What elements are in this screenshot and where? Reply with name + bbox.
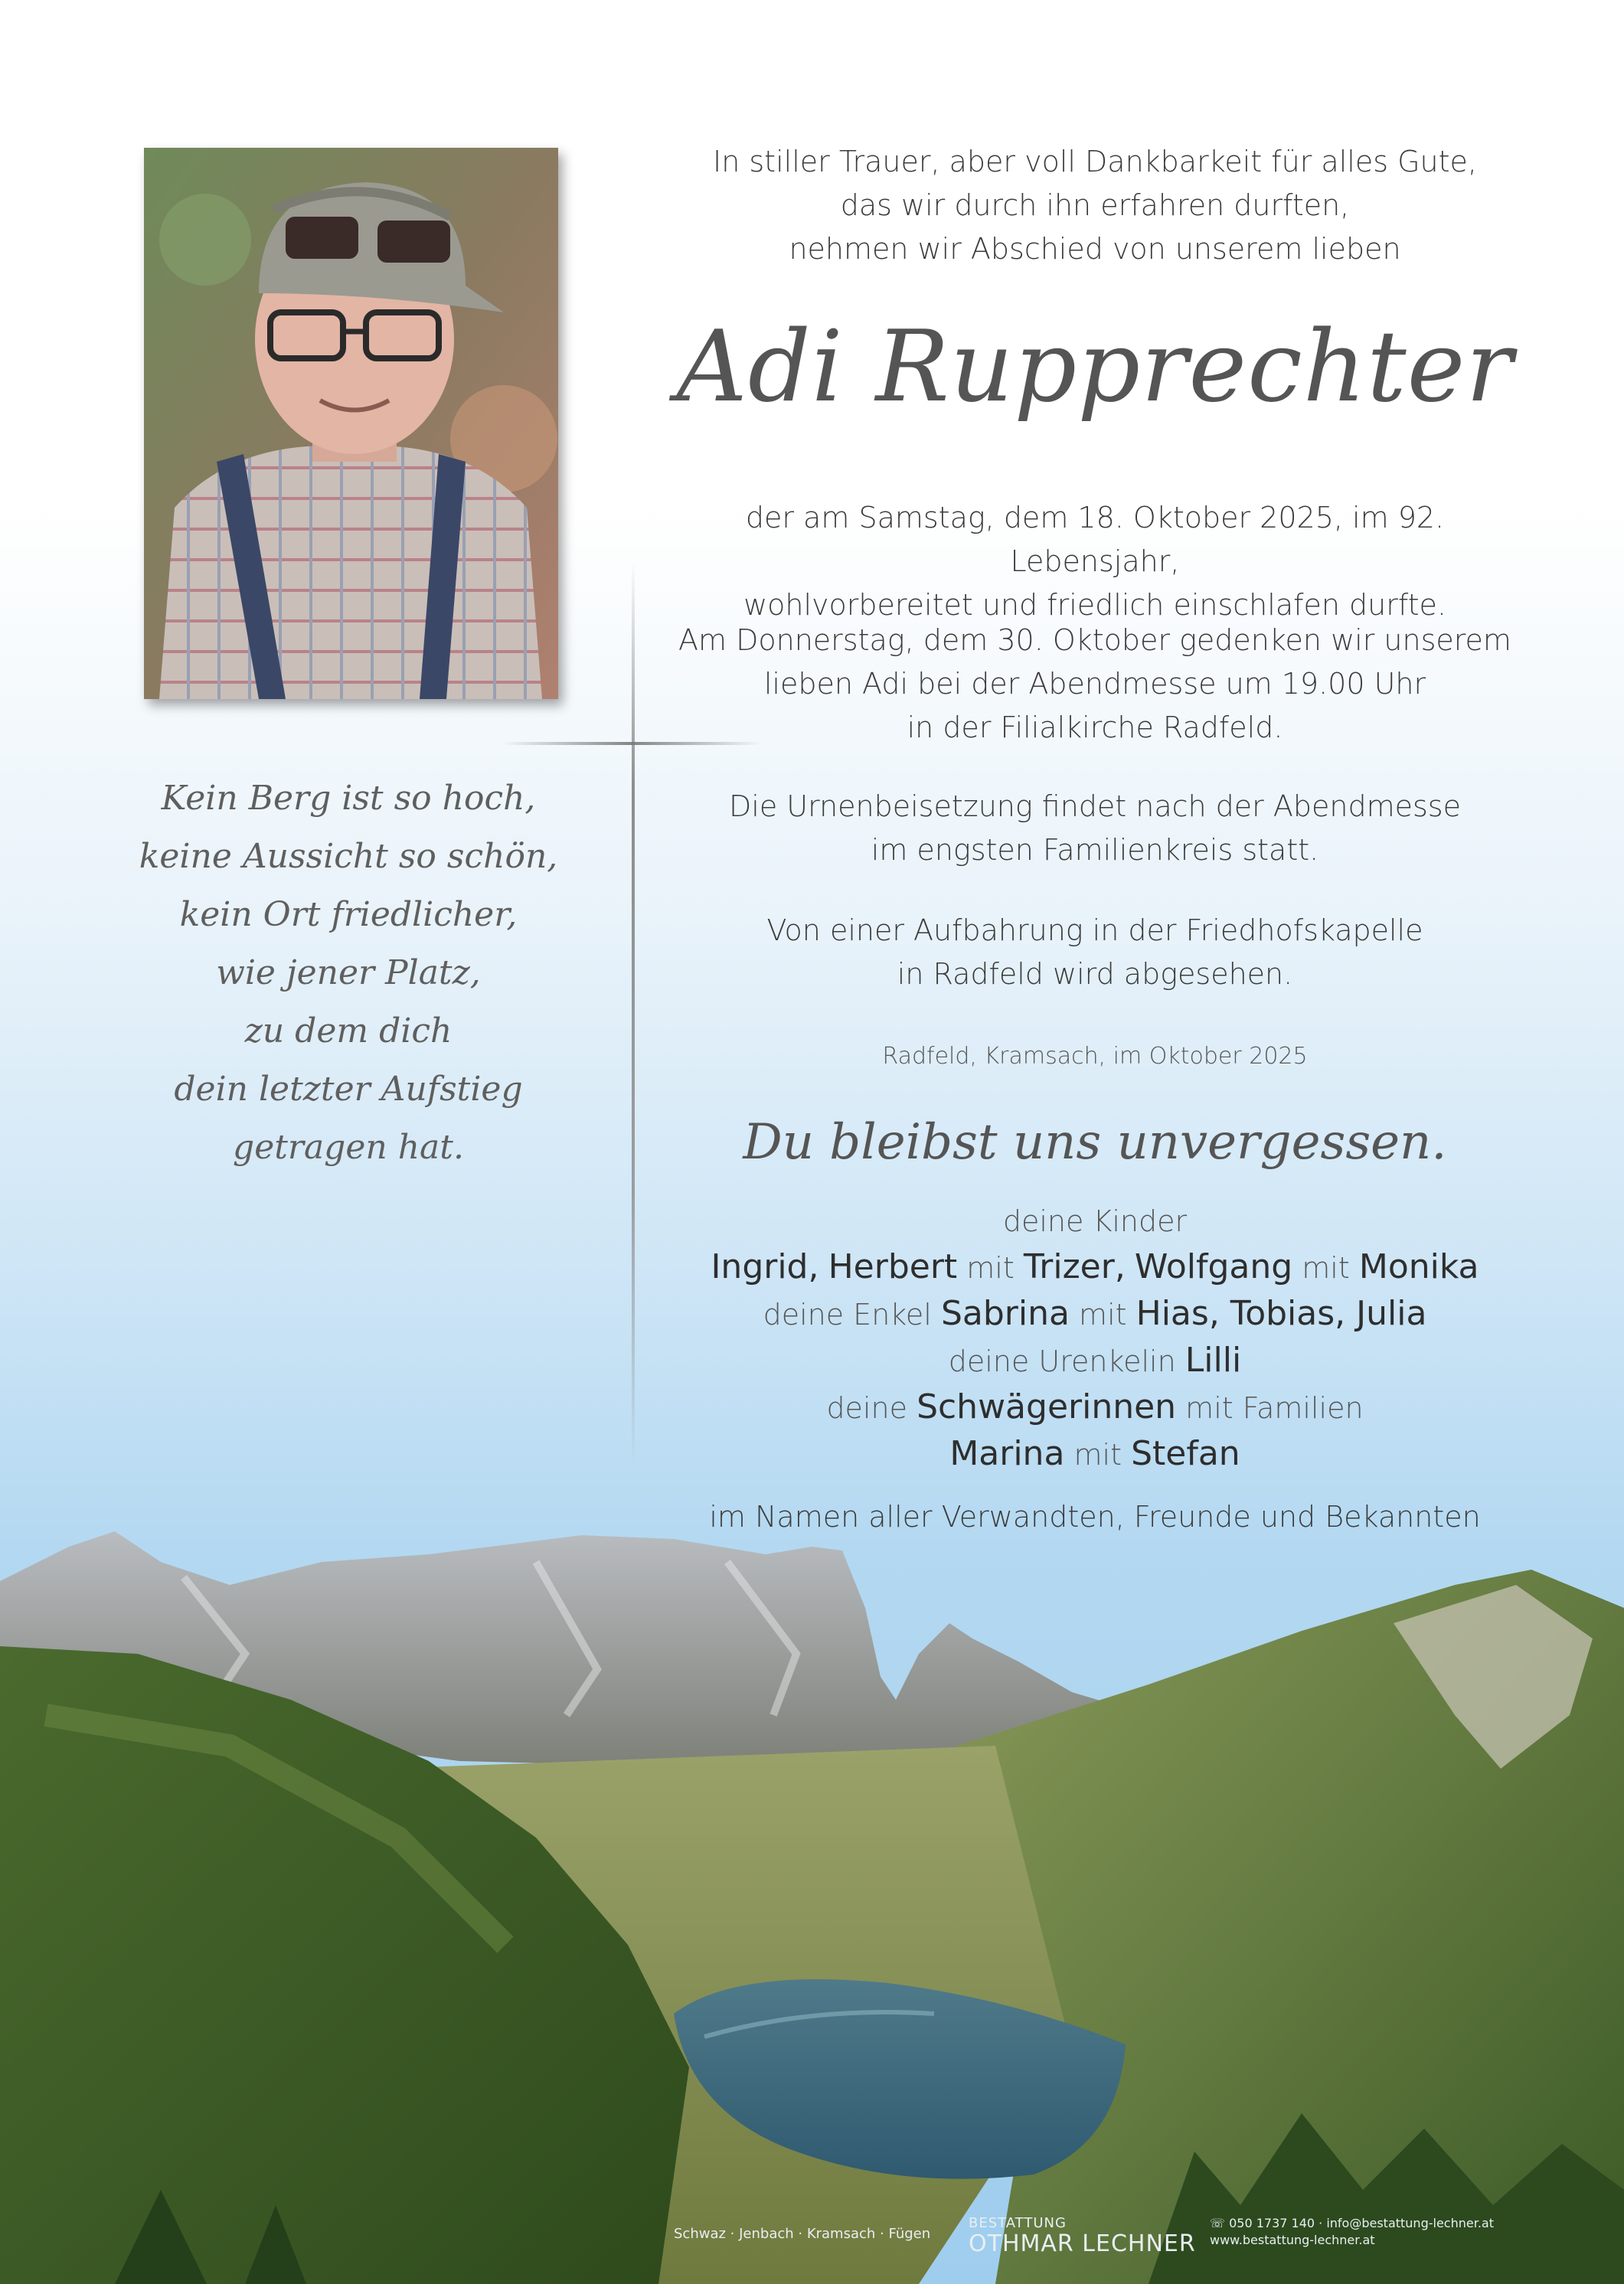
death-line: der am Samstag, dem 18. Oktober 2025, im 92. Lebensjahr, (745, 501, 1445, 578)
lying-in-state-line: in Radfeld wird abgesehen. (897, 957, 1293, 991)
children-line: Ingrid, Herbert mit Trizer, Wolfgang mit Monika (711, 1247, 1479, 1286)
mass-line: lieben Adi bei der Abendmesse um 19.00 Uhr (763, 667, 1426, 701)
intro-line: das wir durch ihn erfahren durften, (840, 188, 1350, 222)
footer-brand-top: BESTATTUNG (969, 2215, 1067, 2231)
intro-line: nehmen wir Abschied von unserem lieben (789, 232, 1401, 266)
poem-line: Kein Berg ist so hoch, (161, 779, 536, 818)
footer-web: www.bestattung-lechner.at (1210, 2233, 1375, 2247)
urn-line: im engsten Familienkreis statt. (871, 833, 1319, 867)
death-line: wohlvorbereitet und friedlich einschlafen durfte. (743, 588, 1446, 622)
sisters-in-law-line: deine Schwägerinnen mit Familien (826, 1387, 1364, 1426)
place-date: Radfeld, Kramsach, im Oktober 2025 (882, 1043, 1308, 1070)
mass-line: in der Filialkirche Radfeld. (907, 711, 1283, 744)
poem (115, 770, 582, 1177)
footer-brand-name: OTHMAR LECHNER (969, 2230, 1196, 2257)
portrait-photo (144, 148, 558, 699)
closing-line: im Namen aller Verwandten, Freunde und Bekannten (709, 1500, 1481, 1534)
footer-phone: ☏ 050 1737 140 · info@bestattung-lechner.at (1210, 2216, 1494, 2230)
marina-line: Marina mit Stefan (949, 1434, 1240, 1473)
lying-in-state-line: Von einer Aufbahrung in der Friedhofskapelle (766, 913, 1423, 947)
poem-line: keine Aussicht so schön, (139, 837, 558, 876)
urn-line: Die Urnenbeisetzung findet nach der Abendmesse (729, 789, 1461, 823)
poem-line: kein Ort friedlicher, (179, 895, 518, 934)
poem-line: wie jener Platz, (216, 953, 481, 992)
cross-vertical-line (632, 563, 635, 1466)
motto: Du bleibst uns unvergessen. (743, 1114, 1447, 1171)
great-grandchild-line: deine Urenkelin Lilli (948, 1341, 1242, 1380)
lying-in-state (674, 909, 1516, 996)
death-notice (674, 496, 1516, 627)
memorial-mass (674, 619, 1516, 750)
mountain-landscape (0, 1516, 1624, 2284)
grandchildren-line: deine Enkel Sabrina mit Hias, Tobias, Julia (763, 1294, 1427, 1333)
poem-line: dein letzter Aufstieg (174, 1070, 523, 1109)
mass-line: Am Donnerstag, dem 30. Oktober gedenken wir unserem (678, 623, 1511, 657)
intro-text (674, 140, 1516, 271)
footer-places: Schwaz · Jenbach · Kramsach · Fügen (674, 2226, 931, 2242)
children-label: deine Kinder (1002, 1204, 1188, 1238)
intro-line: In stiller Trauer, aber voll Dankbarkeit für alles Gute, (713, 145, 1477, 178)
undertaker-footer (674, 2210, 1516, 2264)
poem-line: getragen hat. (233, 1128, 464, 1167)
deceased-name: Adi Rupprechter (676, 310, 1514, 424)
urn-burial (674, 785, 1516, 872)
family-list (674, 1198, 1516, 1478)
poem-line: zu dem dich (244, 1011, 453, 1051)
footer-contact (1210, 2215, 1494, 2249)
